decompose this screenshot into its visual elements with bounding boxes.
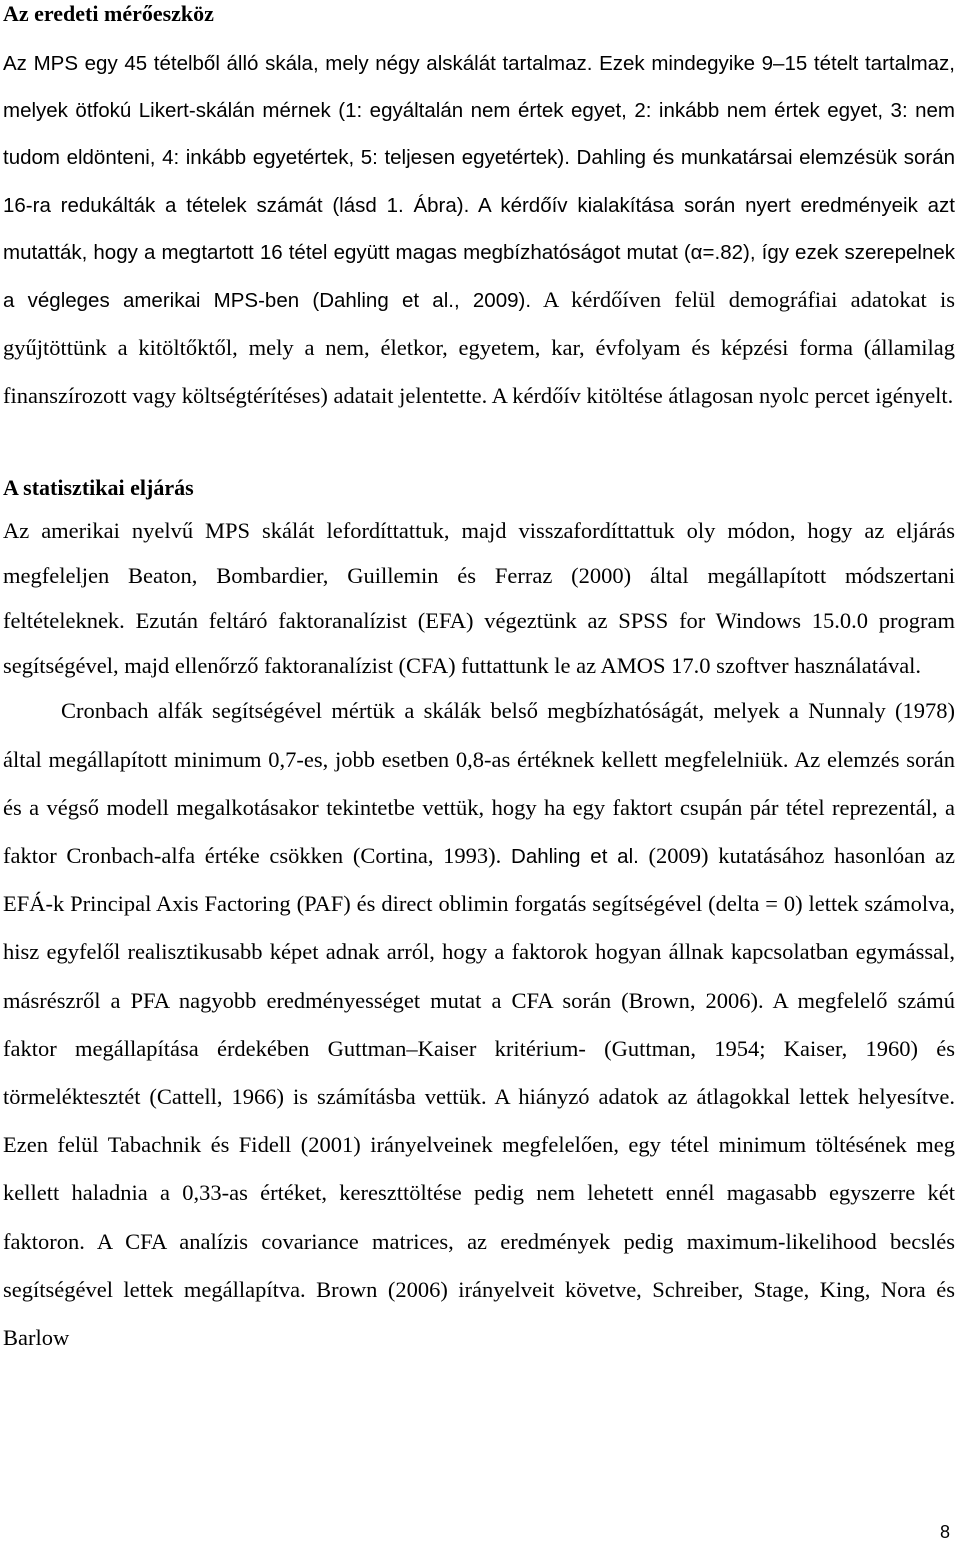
paragraph-text-serif: Cronbach alfák segítségével mértük a skálák belső megbízhatóságát, melyek a Nunnaly (1978) által megállapított minimum 0,7-es, jobb esetben 0,8-as értéknek kellett megfelelniük. Az elemzés során és a végső modell megalkotásakor tekintetbe vettük, hogy ha egy faktort csupán pár tétel reprezentál, a faktor Cronbach-alfa értéke csökken (Cortina, 1993). bbox=[3, 698, 955, 869]
document-page bbox=[3, 0, 955, 1363]
paragraph-text-serif: (2009) kutatásához hasonlóan az EFÁ-k Principal Axis Factoring (PAF) és direct oblimin forgatás segítségével (delta = 0) lettek számolva, hisz egyfelől realisztikusabb képet adnak arról, hogy a faktorok hogyan állnak kapcsolatban egymással, másrészről a PFA nagyobb eredményességet mutat a CFA során (Brown, 2006). A megfelelő számú faktor megállapítása érdekében Guttman–Kaiser kritérium- (Guttman, 1954; Kaiser, 1960) és törmeléktesztét (Cattell, 1966) is számításba vettük. A hiányzó adatok az átlagokkal lettek helyesítve. Ezen felül Tabachnik és Fidell (2001) irányelveinek megfelelően, egy tétel minimum töltésének meg kellett haladnia a 0,33-as értéket, kereszttöltése pedig nem lehetett ennél magasabb egyszerre két faktoron. A CFA analízis covariance matrices, az eredmények pedig maximum-likelihood becslés segítségével lettek megállapítva. Brown (2006) irányelveit követve, Schreiber, Stage, King, Nora és Barlow bbox=[3, 843, 955, 1351]
paragraph-text-sans: Az MPS egy 45 tételből álló skála, mely négy alskálát tartalmaz. Ezek mindegyike 9–15 tételt tartalmaz, melyek ötfokú Likert-skálán mérnek (1: egyáltalán nem értek egyet, 2: inkább nem értek egyet, 3: nem tudom eldönteni, 4: inkább egyetértek, 5: teljesen egyetértek). Dahling és munkatársai elemzésük során 16-ra redukálták a tételek számát (lásd 1. Ábra). A kérdőív kialakítása során nyert eredményeik azt mutatták, hogy a megtartott 16 tétel együtt magas megbízhatóságot mutat (α=.82), így ezek szerepelnek a végleges amerikai MPS-ben (Dahling et al., 2009). bbox=[3, 52, 955, 313]
paragraph-original-instrument bbox=[3, 41, 955, 422]
paragraph-cronbach-alpha bbox=[3, 688, 955, 1363]
paragraph-text-sans: Dahling et al. bbox=[501, 845, 639, 869]
section-heading-statistical-procedure: A statisztikai eljárás bbox=[3, 474, 194, 500]
section-heading-original-instrument: Az eredeti mérőeszköz bbox=[3, 1, 214, 26]
paragraph-translation-procedure: Az amerikai nyelvű MPS skálát lefordíttattuk, majd visszafordíttattuk oly módon, hogy az eljárás megfeleljen Beaton, Bombardier, Guillemin és Ferraz (2000) által megállapított módszertani feltételeknek. Ezután feltáró faktoranalízist (EFA) végeztünk az SPSS for Windows 15.0.0 program segítségével, majd ellenőrző faktoranalízist (CFA) futtattunk le az AMOS 17.0 szoftver használatával. bbox=[3, 517, 955, 679]
paragraph-text-serif: A kérdőíven felül demográfiai adatokat is gyűjtöttünk a kitöltőktől, mely a nem, életkor, egyetem, kar, évfolyam és képzési forma (államilag finanszírozott vagy költségtérítéses) adatait jelentette. A kérdőív kitöltése átlagosan nyolc percet igényelt. bbox=[3, 287, 955, 409]
page-number: 8 bbox=[939, 1522, 950, 1542]
